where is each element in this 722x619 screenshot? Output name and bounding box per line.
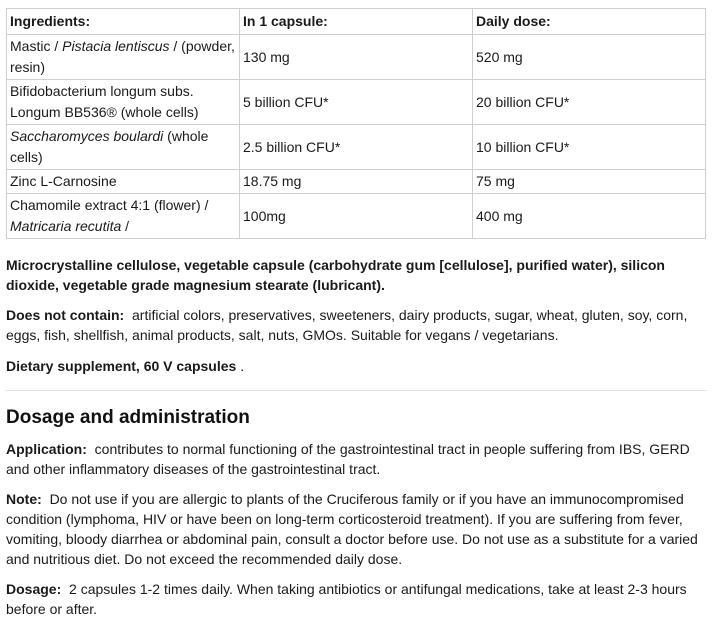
per-capsule-value: 5 billion CFU* <box>240 80 473 125</box>
section-divider <box>6 390 707 391</box>
excipients-text: Microcrystalline cellulose, vegetable capsule (carbohydrate gum [cellulose], purified water), silicon dioxide, vegetable grade magnesium stearate (lubricant). <box>6 257 665 293</box>
application-text: contributes to normal functioning of the gastrointestinal tract in people suffering from IBS, GERD and other inflammatory diseases of the gastrointestinal tract. <box>6 441 690 477</box>
per-capsule-value: 100mg <box>240 194 473 239</box>
does-not-contain-text: artificial colors, preservatives, sweeteners, dairy products, sugar, wheat, gluten, soy, corn, eggs, fish, shellfish, animal products, salt, nuts, GMOs. Suitable for vegans / vegetarians. <box>6 307 688 343</box>
ingredient-name: Zinc L-Carnosine <box>7 170 240 194</box>
daily-dose-value: 75 mg <box>473 170 706 194</box>
daily-dose-value: 10 billion CFU* <box>473 125 706 170</box>
does-not-contain-label: Does not contain: <box>6 307 125 323</box>
dosage-label: Dosage: <box>6 581 62 597</box>
application-label: Application: <box>6 441 87 457</box>
per-capsule-value: 18.75 mg <box>240 170 473 194</box>
supplement-info: Dietary supplement, 60 V capsules . <box>6 358 245 374</box>
table-row <box>7 194 706 239</box>
dosage-paragraph <box>6 579 707 619</box>
per-capsule-value: 130 mg <box>240 35 473 80</box>
ingredient-name: Chamomile extract 4:1 (flower) / Matricaria recutita / <box>7 194 240 239</box>
application-paragraph <box>6 439 707 479</box>
table-row <box>7 80 706 125</box>
note-label: Note: <box>6 491 42 507</box>
ingredients-table <box>6 8 706 239</box>
daily-dose-value: 20 billion CFU* <box>473 80 706 125</box>
ingredient-name: Mastic / Pistacia lentiscus / (powder, resin) <box>7 35 240 80</box>
table-header-row <box>7 9 706 35</box>
supplement-label: Dietary supplement, 60 V capsules <box>6 358 237 374</box>
per-capsule-value: 2.5 billion CFU* <box>240 125 473 170</box>
header-daily-dose: Daily dose: <box>473 9 706 35</box>
note-paragraph <box>6 489 707 569</box>
ingredient-name: Saccharomyces boulardi (whole cells) <box>7 125 240 170</box>
table-row <box>7 125 706 170</box>
daily-dose-value: 520 mg <box>473 35 706 80</box>
daily-dose-value: 400 mg <box>473 194 706 239</box>
table-row <box>7 35 706 80</box>
ingredient-name: Bifidobacterium longum subs. Longum BB536® (whole cells) <box>7 80 240 125</box>
section-title: Dosage and administration <box>6 407 250 428</box>
dosage-text: 2 capsules 1-2 times daily. When taking antibiotics or antifungal medications, take at least 2-3 hours before or after. <box>6 581 687 617</box>
table-row <box>7 170 706 194</box>
note-text: Do not use if you are allergic to plants of the Cruciferous family or if you have an immunocompromised condition (lymphoma, HIV or have been on long-term corticosteroid treatment). If you are suffering from fever, vomiting, bloody diarrhea or abdominal pain, consult a doctor before use. Do not use as a substitute for a varied and nutritious diet. Do not exceed the recommended daily dose. <box>6 491 698 567</box>
does-not-contain <box>6 305 707 345</box>
header-ingredients: Ingredients: <box>7 9 240 35</box>
header-per-capsule: In 1 capsule: <box>240 9 473 35</box>
